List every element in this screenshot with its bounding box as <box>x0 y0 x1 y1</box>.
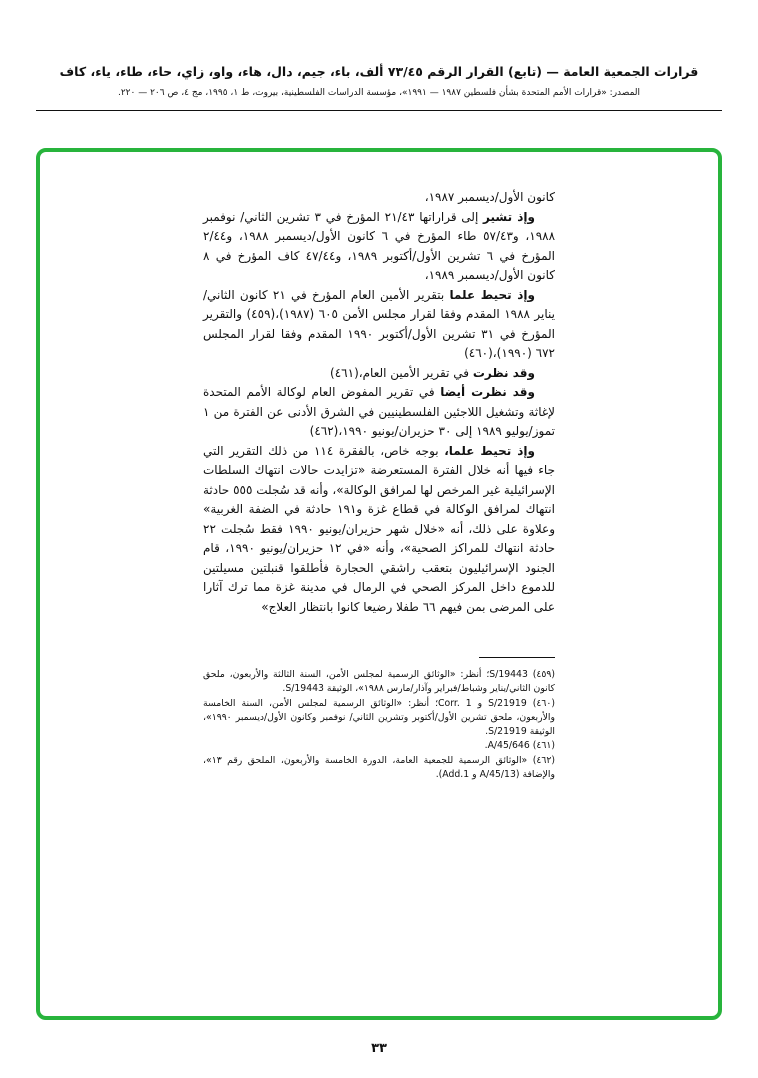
paragraph-lead: وقد نظرت أيضا <box>440 385 535 399</box>
footnote <box>203 739 555 753</box>
footnote-text: S/21919 و Corr. 1؛ أنظر: «الوثائق الرسمية لمجلس الأمن، السنة الخامسة والأربعون، ملحق تشرين الأول/أكتوبر وتشرين الثاني/ نوفمبر وكانون الأول/ديسمبر ١٩٩٠»، الوثيقة S/21919. <box>203 697 555 738</box>
footnote <box>203 668 555 697</box>
footnote-divider <box>479 657 555 658</box>
footnote-text: S/19443؛ أنظر: «الوثائق الرسمية لمجلس الأمن، السنة الثالثة والأربعون، ملحق كانون الثاني/يناير وشباط/فبراير وآذار/مارس ١٩٨٨»، الوثيقة S/19443. <box>203 669 555 695</box>
footnote <box>203 754 555 783</box>
footnote-marker: (٤٦١) <box>532 740 555 752</box>
footnote-text: A/45/646. <box>484 740 530 752</box>
paragraph <box>203 383 555 442</box>
paragraph-lead: وإذ تحيط علما، <box>444 443 535 458</box>
paragraph-text: كانون الأول/ديسمبر ١٩٨٧، <box>424 190 555 204</box>
paragraph-text: إلى قراراتها ٢١/٤٣ المؤرخ في ٣ تشرين الثاني/ نوفمبر ١٩٨٨، و٥٧/٤٣ طاء المؤرخ في ٦ كانون الأول/ديسمبر ١٩٨٨، و٢/٤٤ المؤرخ في ٦ تشرين الأول/أكتوبر ١٩٨٩، و٤٧/٤٤ كاف المؤرخ في ٨ كانون الأول/ديسمبر ١٩٨٩، <box>203 209 556 282</box>
page-number: ٣٣ <box>371 1041 387 1056</box>
footnote-marker: (٤٥٩) <box>532 669 555 680</box>
page-header <box>0 0 758 111</box>
page-title: قرارات الجمعية العامة — (تابع) القرار الرقم ٧٣/٤٥ ألف، باء، جيم، دال، هاء، واو، زاي، حاء، طاء، ياء، كاف <box>59 64 699 79</box>
paragraph-text: في تقرير الأمين العام،(٤٦١) <box>330 365 473 380</box>
paragraph-lead: وإذ تحيط علما <box>449 287 535 302</box>
paragraph-text: في تقرير المفوض العام لوكالة الأمم المتحدة لإغاثة وتشغيل اللاجئين الفلسطينيين في الشرق الأدنى عن الفترة من ١ تموز/يوليو ١٩٨٩ إلى ٣٠ حزيران/يونيو ١٩٩٠،(٤٦٢) <box>203 385 555 438</box>
paragraph <box>203 208 555 286</box>
footnotes <box>203 668 555 782</box>
paragraph <box>203 364 555 384</box>
footnote <box>203 697 555 740</box>
content-frame <box>36 148 722 1020</box>
header-divider <box>36 110 722 111</box>
paragraph-text: بوجه خاص، بالفقرة ١١٤ من ذلك التقرير التي جاء فيها أنه خلال الفترة المستعرضة «تزايدت حالات انتهاك السلطات الإسرائيلية غير المرخص لها لمرافق الوكالة»، وأنه قد سُجلت ٥٥٥ حادثة انتهاك لمرافق الوكالة في قطاع غزة و١٩١ حادثة في الضفة الغربية» وعلاوة على ذلك، أنه «خلال شهر حزيران/يونيو ١٩٩٠ فقط سُجلت ٢٢ حادثة انتهاك للمراكز الصحية»، وأنه «في ١٢ حزيران/يونيو ١٩٩٠، قام الجنود الإسرائيليون بتعقب راشقي الحجارة فأطلقوا قنبلتين مسيلتين للدموع داخل المركز الصحي في الرمال في مدينة غزة مما ترك آثارا على المرضى بمن فيهم ٦٦ طفلا رضيعا كانوا بانتظار العلاج» <box>203 443 555 614</box>
paragraph <box>203 188 555 208</box>
paragraph-lead: وقد نظرت <box>472 365 535 380</box>
paragraph <box>203 442 555 618</box>
footnote-text: «الوثائق الرسمية للجمعية العامة، الدورة الخامسة والأربعون، الملحق رقم ١٣»، والإضافة (A/45/13 و Add.1). <box>203 754 555 781</box>
resolution-text <box>203 188 555 782</box>
paragraph-lead: وإذ تشير <box>483 209 535 224</box>
footnote-marker: (٤٦٢) <box>532 754 555 766</box>
paragraph <box>203 286 555 364</box>
paragraph-text: بتقرير الأمين العام المؤرخ في ٢١ كانون الثاني/يناير ١٩٨٨ المقدم وفقا لقرار مجلس الأمن ٦٠٥ (١٩٨٧)،(٤٥٩) والتقرير المؤرخ في ٣١ تشرين الأول/أكتوبر ١٩٩٠ المقدم وفقا لقرار المجلس ٦٧٢ (١٩٩٠)،(٤٦٠) <box>203 287 555 360</box>
source-line: المصدر: «قرارات الأمم المتحدة بشأن فلسطين ١٩٨٧ — ١٩٩١»، مؤسسة الدراسات الفلسطينية، بيروت، ط ١، ١٩٩٥، مج ٤، ص ٢٠٦ — ٢٢٠. <box>117 88 641 98</box>
footnote-marker: (٤٦٠) <box>532 697 555 709</box>
